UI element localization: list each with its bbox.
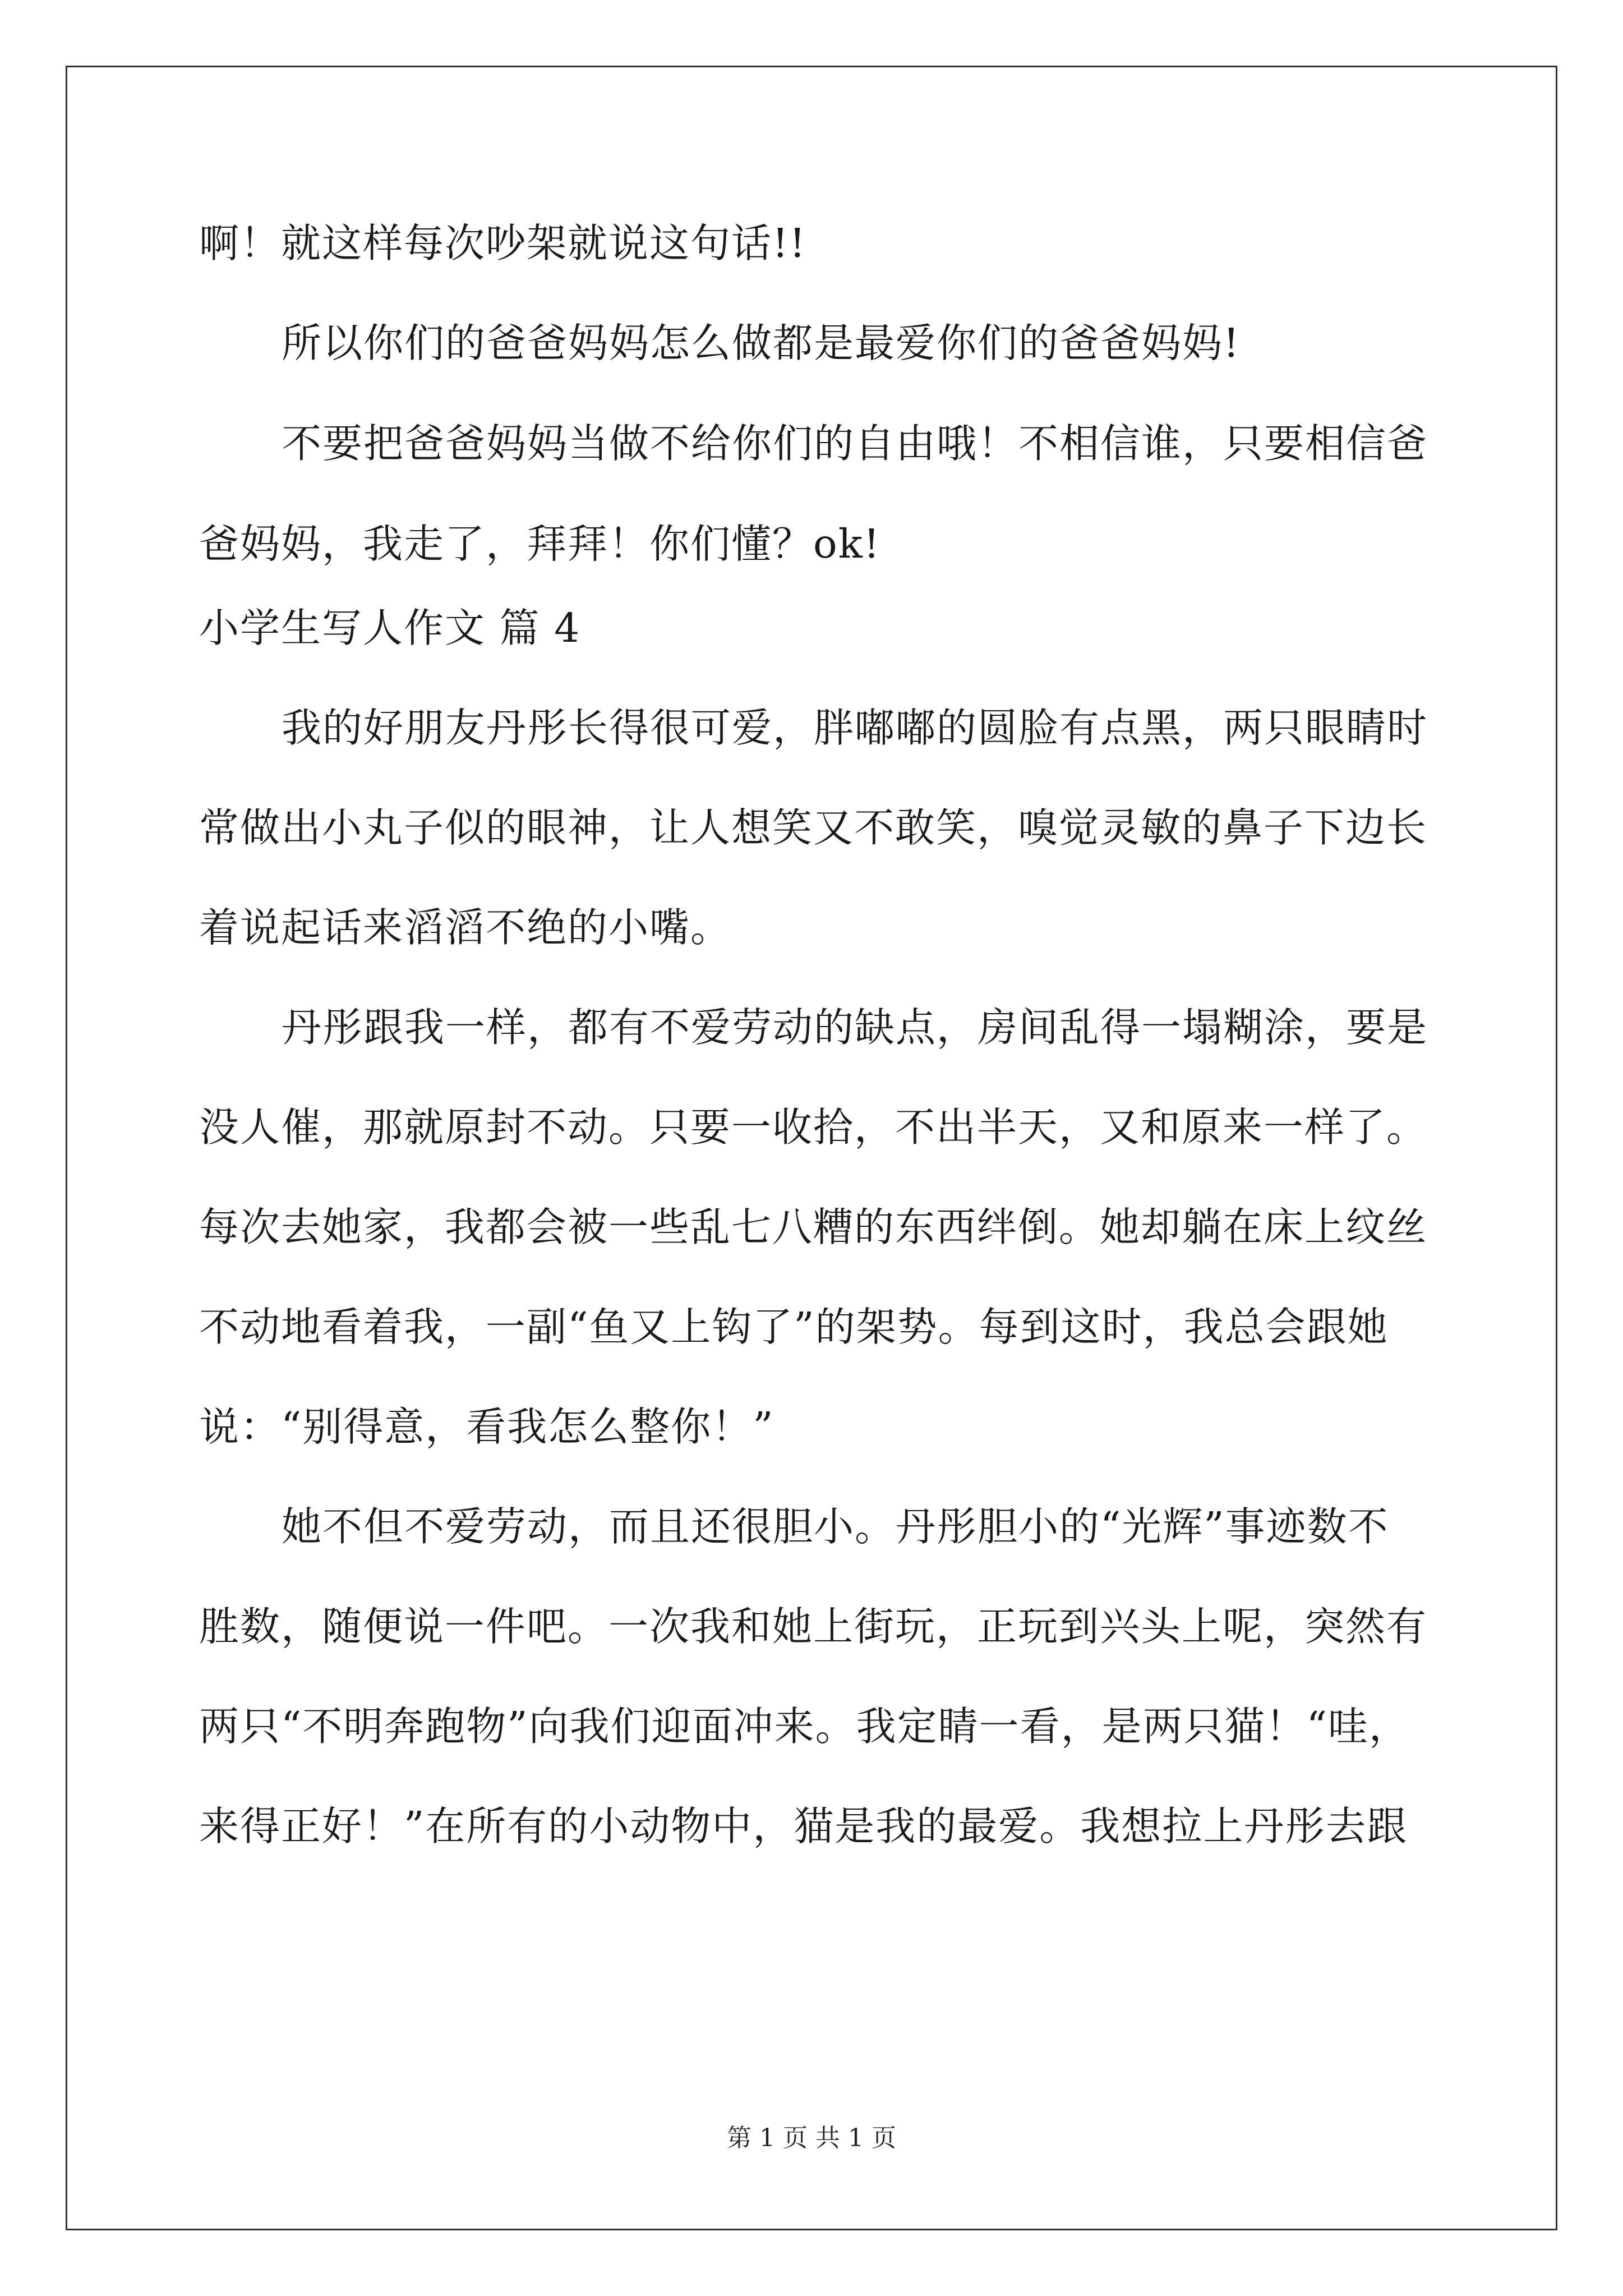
section-heading: 小学生写人作文 篇 4 [199, 605, 581, 651]
text-line: 啊！就这样每次吵架就说这句话!! [199, 220, 807, 266]
text-line: 不要把爸爸妈妈当做不给你们的自由哦！不相信谁，只要相信爸 [282, 420, 1428, 467]
text-line: 没人催，那就原封不动。只要一收拾，不出半天，又和原来一样了。 [199, 1104, 1428, 1151]
text-line: 说：“别得意，看我怎么整你！” [199, 1404, 774, 1450]
text-line: 常做出小丸子似的眼神，让人想笑又不敢笑，嗅觉灵敏的鼻子下边长 [199, 804, 1428, 851]
text-line: 不动地看着我，一副“鱼又上钩了”的架势。每到这时，我总会跟她 [199, 1304, 1389, 1350]
text-line: 着说起话来滔滔不绝的小嘴。 [199, 904, 732, 951]
text-line: 爸妈妈，我走了，拜拜！你们懂？ok! [199, 521, 881, 567]
text-line: 丹彤跟我一样，都有不爱劳动的缺点，房间乱得一塌糊涂，要是 [282, 1004, 1428, 1051]
text-line: 每次去她家，我都会被一些乱七八糟的东西绊倒。她却躺在床上纹丝 [199, 1204, 1428, 1250]
text-line: 她不但不爱劳动，而且还很胆小。丹彤胆小的“光辉”事迹数不 [282, 1503, 1389, 1550]
text-line: 所以你们的爸爸妈妈怎么做都是最爱你们的爸爸妈妈! [282, 320, 1241, 366]
text-line: 两只“不明奔跑物”向我们迎面冲来。我定睛一看，是两只猫！“哇， [199, 1703, 1410, 1750]
text-line: 我的好朋友丹彤长得很可爱，胖嘟嘟的圆脸有点黑，两只眼睛时 [282, 705, 1428, 751]
text-line: 来得正好！”在所有的小动物中，猫是我的最爱。我想拉上丹彤去跟 [199, 1803, 1408, 1849]
text-line: 胜数，随便说一件吧。一次我和她上街玩，正玩到兴头上呢，突然有 [199, 1603, 1428, 1650]
page-number-footer: 第 1 页 共 1 页 [727, 2124, 896, 2152]
